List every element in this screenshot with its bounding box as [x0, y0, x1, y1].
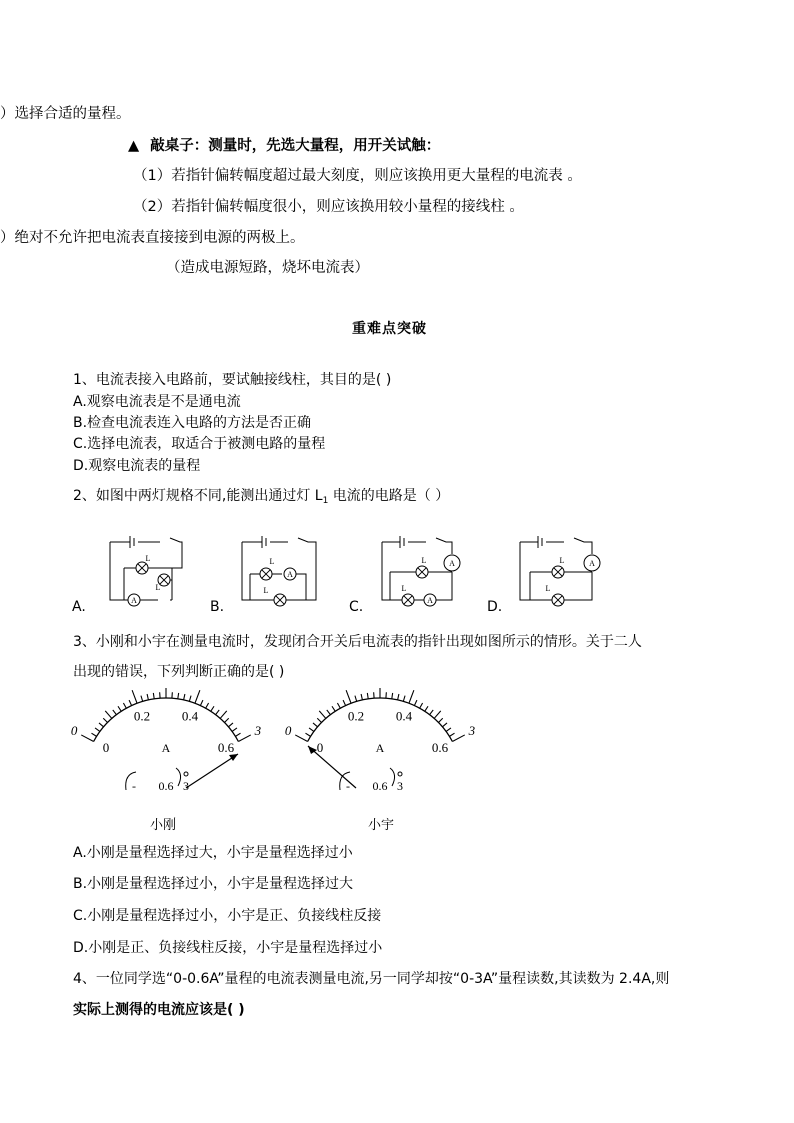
scale-tick — [184, 694, 185, 700]
scale-tick — [238, 735, 250, 742]
caption-xiaogang: 小刚 — [150, 817, 177, 832]
ammeter-label: A — [287, 570, 293, 579]
section-title: 重难点突破 — [352, 321, 427, 337]
scale-tick — [305, 733, 310, 736]
q3-stem-line-2: 出现的错误，下列判断正确的是( ) — [73, 664, 285, 680]
q1-option-a: A.观察电流表是不是通电流 — [73, 394, 241, 410]
pointer-xiaoyu — [308, 746, 356, 788]
outer-tick-label: 0 — [284, 723, 292, 739]
scale-tick — [392, 693, 393, 699]
lamp-label: L — [263, 586, 269, 595]
tip-item-2: （2）若指针偏转幅度很小，则应该换用较小量程的接线柱 。 — [133, 199, 524, 215]
lamp-label: L — [401, 584, 407, 593]
scale-tick — [361, 694, 362, 700]
q2-option-a-label: A. — [72, 599, 86, 615]
outer-tick-label: 3 — [254, 723, 262, 739]
q4-stem-line-2: 实际上测得的电流应该是( ) — [73, 1002, 245, 1018]
scale-tick — [355, 696, 357, 702]
inner-tick-label: 0 — [102, 740, 110, 756]
scale-tick — [332, 706, 335, 711]
scale-tick — [232, 728, 237, 732]
ammeter-dial-xiaogang — [71, 688, 262, 793]
scale-tick — [118, 706, 121, 711]
terminal-label: 3 — [397, 779, 403, 793]
ammeter-label: A — [427, 596, 433, 605]
note-line-2-remark: （造成电源短路，烧坏电流表） — [166, 260, 369, 276]
scale-tick — [313, 723, 318, 727]
outer-tick-label — [126, 688, 133, 690]
triangle-marker-icon: ▲ — [128, 138, 140, 154]
scale-tick — [430, 710, 434, 715]
scale-tick — [452, 735, 464, 742]
q3-option-a: A.小刚是量程选择过大，小宇是量程选择过小 — [73, 845, 353, 861]
terminal-label: 3 — [183, 779, 189, 793]
scale-tick — [132, 690, 137, 703]
scale-tick — [295, 735, 307, 742]
scale-tick — [309, 728, 314, 732]
scale-tick — [337, 703, 340, 708]
ammeter-label: A — [589, 559, 595, 568]
q2-circuit-diagrams — [60, 528, 620, 620]
outer-tick-label: 0 — [70, 723, 78, 739]
scale-tick — [95, 728, 100, 732]
q1-option-d: D.观察电流表的量程 — [73, 458, 201, 474]
note-line-1: ）选择合适的量程。 — [0, 106, 131, 122]
scale-tick — [103, 718, 107, 722]
tip-text: 敲桌子：测量时，先选大量程，用开关试触： — [150, 138, 441, 154]
lamp-label: L — [269, 557, 275, 566]
outer-tick-label — [413, 688, 420, 690]
pointer-xiaogang — [186, 754, 238, 788]
lamp-label: L — [421, 556, 427, 565]
scale-tick — [235, 733, 240, 736]
ammeter-dial-xiaoyu — [285, 688, 476, 793]
scale-tick — [434, 711, 441, 719]
scale-tick — [123, 703, 126, 708]
q3-ammeter-figures — [68, 688, 488, 838]
q2-option-b-label: B. — [210, 599, 225, 615]
scale-tick — [449, 733, 454, 736]
terminal-arc — [390, 768, 395, 786]
scale-tick — [189, 696, 191, 702]
q3-option-b: B.小刚是量程选择过小，小宇是量程选择过大 — [73, 876, 354, 892]
scale-tick — [224, 718, 228, 722]
scale-tick — [211, 706, 214, 711]
lamp-label: L — [559, 556, 565, 565]
lamp-label: L — [545, 584, 551, 593]
q2-option-d-label: D. — [487, 599, 503, 615]
q2-stem-post: 电流的电路是（ ） — [328, 488, 450, 504]
scale-tick — [438, 718, 442, 722]
scale-tick — [317, 718, 321, 722]
scale-tick — [346, 690, 351, 703]
scale-tick — [141, 696, 143, 702]
unit-label: A — [161, 741, 171, 755]
scale-tick — [228, 723, 233, 727]
q1-option-b: B.检查电流表连入电路的方法是否正确 — [73, 415, 312, 431]
q1-stem: 1、电流表接入电路前，要试触接线柱，其目的是( ) — [73, 372, 392, 388]
scale-tick — [99, 723, 104, 727]
scale-tick — [153, 693, 154, 699]
scale-tick — [425, 706, 428, 711]
unit-label: A — [375, 741, 385, 755]
scale-tick — [129, 700, 132, 705]
scale-tick — [147, 694, 148, 700]
ammeter-label: A — [131, 596, 137, 605]
scale-tick — [220, 711, 227, 719]
inner-tick-label: 0.4 — [181, 708, 199, 724]
inner-tick-label: 0 — [316, 740, 324, 756]
q2-option-c-label: C. — [349, 599, 364, 615]
scale-tick — [446, 728, 451, 732]
scale-tick — [414, 700, 417, 705]
scale-tick — [113, 710, 117, 715]
terminal-arc — [176, 768, 181, 786]
outer-tick-label: 3 — [468, 723, 476, 739]
scale-arc — [94, 698, 239, 742]
terminal-label: - — [346, 779, 350, 793]
ammeter-icons — [128, 555, 600, 606]
outer-tick-label — [340, 688, 347, 690]
q3-stem-line-1: 3、小刚和小宇在测量电流时，发现闭合开关后电流表的指针出现如图所示的情形。关于二人 — [73, 634, 642, 650]
scale-tick — [367, 693, 368, 699]
q4-stem-line-1: 4、一位同学选“0-0.6A”量程的电流表测量电流,另一同学却按“0-3A”量程读数,其读数为 2.4A,则 — [73, 971, 670, 987]
scale-tick — [195, 690, 200, 703]
tip-item-1: （1）若指针偏转幅度超过最大刻度，则应该换用更大量程的电流表 。 — [133, 168, 582, 184]
inner-tick-label: 0.2 — [133, 708, 151, 724]
scale-tick — [327, 710, 331, 715]
scale-tick — [442, 723, 447, 727]
scale-tick — [420, 703, 423, 708]
scale-tick — [105, 711, 112, 719]
scale-arc — [308, 698, 453, 742]
lamp-label: L — [145, 554, 151, 563]
scale-tick — [91, 733, 96, 736]
scale-tick — [200, 700, 203, 705]
scale-tick — [343, 700, 346, 705]
terminal-label: - — [132, 779, 136, 793]
scale-tick — [409, 690, 414, 703]
scale-tick — [216, 710, 220, 715]
tip-heading — [128, 136, 440, 156]
scale-tick — [206, 703, 209, 708]
terminal-dot — [398, 772, 402, 776]
note-line-2: ）绝对不允许把电流表直接接到电源的两极上。 — [0, 230, 305, 246]
circuit-b — [242, 536, 316, 600]
q3-option-c: C.小刚是量程选择过小，小宇是正、负接线柱反接 — [73, 908, 382, 924]
inner-tick-label: 0.4 — [395, 708, 413, 724]
inner-tick-label: 0.6 — [431, 740, 449, 756]
inner-tick-label: 0.2 — [347, 708, 365, 724]
scale-tick — [403, 696, 405, 702]
q3-option-d: D.小刚是正、负接线柱反接，小宇是量程选择过小 — [73, 940, 383, 956]
scale-tick — [398, 694, 399, 700]
caption-xiaoyu: 小宇 — [368, 817, 395, 832]
q2-stem — [73, 486, 449, 512]
terminal-label: 0.6 — [372, 779, 388, 793]
q2-stem-sub: 1 — [322, 496, 329, 506]
scale-tick — [319, 711, 326, 719]
q2-stem-pre: 2、如图中两灯规格不同,能测出通过灯 L — [73, 488, 323, 504]
q1-option-c: C.选择电流表，取适合于被测电路的量程 — [73, 436, 326, 452]
lamp-label: L — [155, 583, 161, 592]
ammeter-label: A — [449, 559, 455, 568]
terminal-dot — [184, 772, 188, 776]
inner-tick-label: 0.6 — [217, 740, 235, 756]
scale-tick — [178, 693, 179, 699]
scale-tick — [81, 735, 93, 742]
terminal-label: 0.6 — [158, 779, 174, 793]
outer-tick-label — [199, 688, 206, 690]
